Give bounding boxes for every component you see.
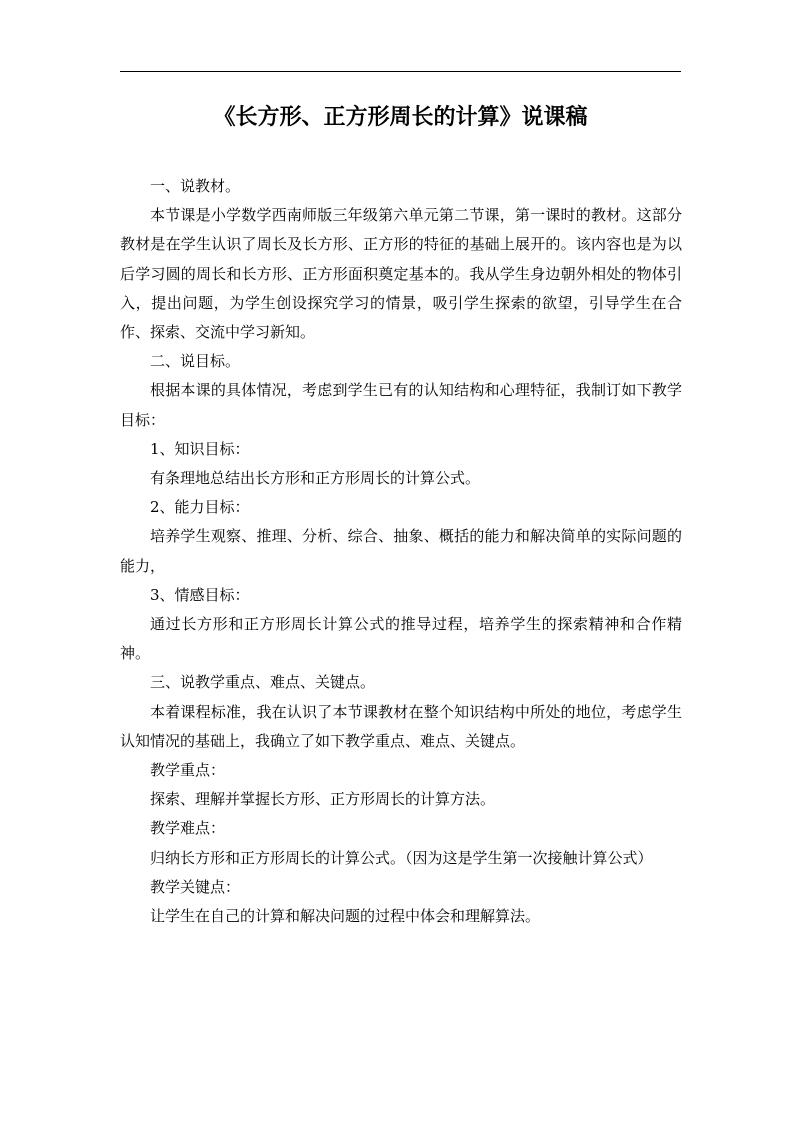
paragraph-difficulty: 归纳长方形和正方形周长的计算公式。（因为这是学生第一次接触计算公式）: [150, 848, 653, 867]
document-title: 《长方形、正方形周长的计算》说课稿: [213, 104, 588, 130]
paragraph-goals-intro: 根据本课的具体情况，考虑到学生已有的认知结构和心理特征，我制订如下教学目标：: [120, 381, 682, 429]
subheading-focus: 教学重点：: [150, 761, 226, 780]
paragraph-knowledge-goal: 有条理地总结出长方形和正方形周长的计算公式。: [150, 469, 481, 488]
subheading-key: 教学关键点：: [150, 877, 241, 896]
header-rule: [120, 71, 681, 72]
paragraph-focus: 探索、理解并掌握长方形、正方形周长的计算方法。: [150, 790, 496, 809]
document-body: [120, 172, 682, 931]
paragraph-emotion-goal: 通过长方形和正方形周长计算公式的推导过程，培养学生的探索精神和合作精神。: [120, 615, 682, 663]
subheading-emotion-goal: 3、情感目标：: [150, 585, 250, 604]
heading-key-points: 三、说教学重点、难点、关键点。: [150, 673, 376, 692]
paragraph-textbook: 本节课是小学数学西南师版三年级第六单元第二节课，第一课时的教材。这部分教材是在学生认识了周长及长方形、正方形的特征的基础上展开的。该内容也是为以后学习圆的周长和长方形、正方形面积奠定基本的。我从学生身边朝外相处的物体引入，提出问题，为学生创设探究学习的情景，吸引学生探索的欲望，引导学生在合作、探索、交流中学习新知。: [120, 206, 682, 342]
subheading-knowledge-goal: 1、知识目标：: [150, 439, 250, 458]
paragraph-ability-goal: 培养学生观察、推理、分析、综合、抽象、概括的能力和解决简单的实际问题的能力，: [120, 527, 682, 575]
heading-textbook: 一、说教材。: [150, 177, 241, 195]
heading-goals: 二、说目标。: [150, 352, 241, 371]
paragraph-key: 让学生在自己的计算和解决问题的过程中体会和理解算法。: [150, 907, 541, 926]
subheading-ability-goal: 2、能力目标：: [150, 498, 250, 517]
subheading-difficulty: 教学难点：: [150, 819, 226, 838]
paragraph-key-points-intro: 本着课程标准，我在认识了本节课教材在整个知识结构中所处的地位，考虑学生认知情况的基础上，我确立了如下教学重点、难点、关键点。: [120, 702, 682, 750]
